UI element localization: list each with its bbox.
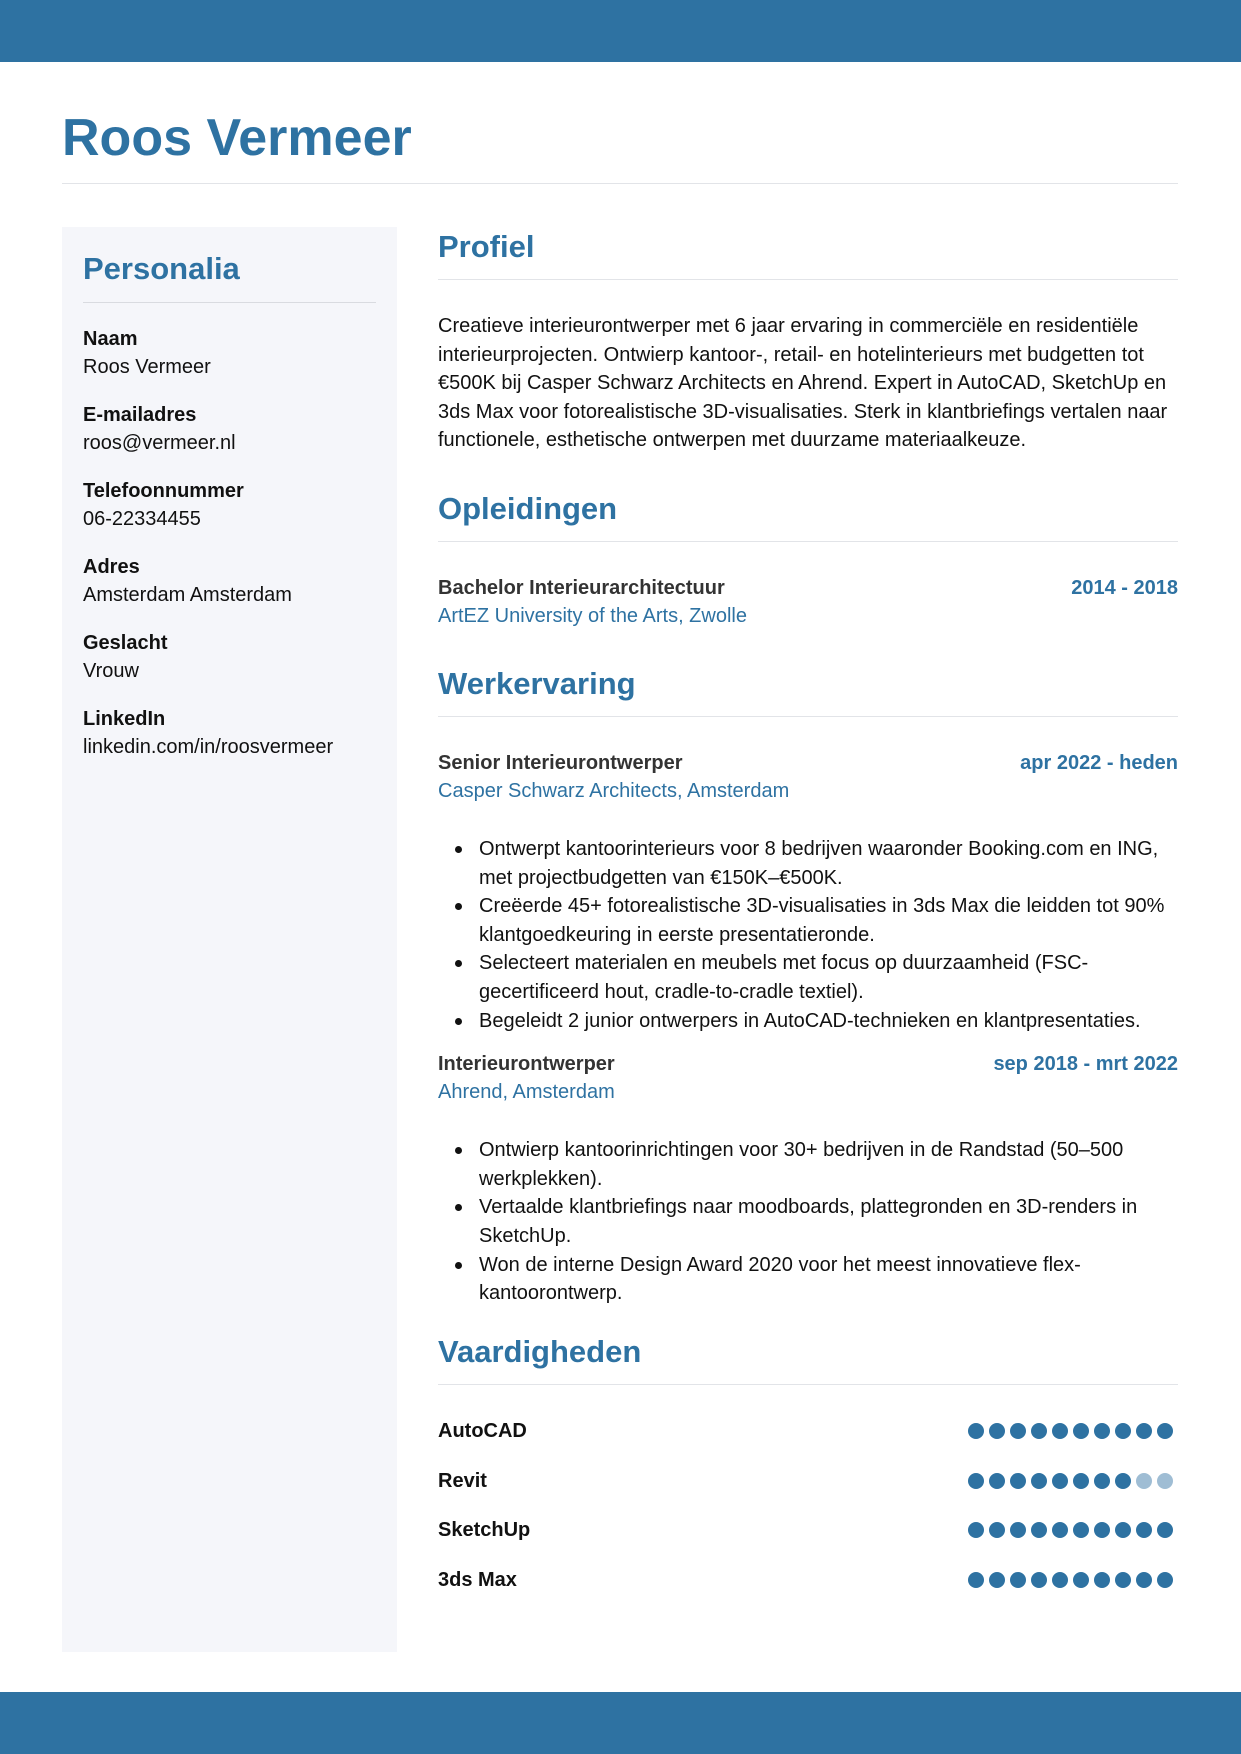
rating-dot-filled bbox=[1073, 1423, 1089, 1439]
sidebar-divider bbox=[83, 302, 376, 303]
field-value: Roos Vermeer bbox=[83, 356, 211, 378]
top-band bbox=[0, 0, 1241, 62]
field-value: linkedin.com/in/roosvermeer bbox=[83, 736, 334, 758]
rating-dot-filled bbox=[1010, 1522, 1026, 1538]
profile-section bbox=[438, 227, 1178, 455]
field-linkedin bbox=[83, 705, 376, 761]
field-value: Vrouw bbox=[83, 660, 139, 682]
rating-dot-filled bbox=[1115, 1522, 1131, 1538]
skill-name: SketchUp bbox=[438, 1519, 531, 1542]
skill-row bbox=[438, 1506, 1178, 1556]
rating-dot-filled bbox=[1031, 1423, 1047, 1439]
rating-dot-filled bbox=[1031, 1473, 1047, 1489]
rating-dot-filled bbox=[1010, 1473, 1026, 1489]
rating-dot-filled bbox=[989, 1473, 1005, 1489]
rating-dot-filled bbox=[1052, 1572, 1068, 1588]
field-gender bbox=[83, 629, 376, 685]
rating-dot-filled bbox=[989, 1522, 1005, 1538]
field-label: Naam bbox=[83, 328, 138, 350]
entry-dates: apr 2022 - heden bbox=[1020, 751, 1178, 774]
rating-dot-filled bbox=[1094, 1572, 1110, 1588]
sidebar-heading: Personalia bbox=[83, 251, 240, 286]
section-divider bbox=[438, 716, 1178, 717]
section-divider bbox=[438, 279, 1178, 280]
field-email bbox=[83, 401, 376, 457]
entry-header bbox=[438, 574, 1178, 602]
title-divider bbox=[62, 183, 1178, 184]
rating-dot-empty bbox=[1157, 1473, 1173, 1489]
rating-dot-filled bbox=[968, 1423, 984, 1439]
rating-dot-filled bbox=[1052, 1473, 1068, 1489]
rating-dot-filled bbox=[1115, 1473, 1131, 1489]
list-item: Won de interne Design Award 2020 voor het meest innovatieve flex-kantoorontwerp. bbox=[479, 1251, 1178, 1308]
list-item: Ontwerpt kantoorinterieurs voor 8 bedrijven waaronder Booking.com en ING, met projectbudgetten van €150K–€500K. bbox=[479, 835, 1178, 892]
list-item: Creëerde 45+ fotorealistische 3D-visualisaties in 3ds Max die leidden tot 90% klantgoedkeuring in eerste presentatieronde. bbox=[479, 892, 1178, 949]
skill-name: 3ds Max bbox=[438, 1568, 517, 1591]
education-entry bbox=[438, 574, 1178, 630]
rating-dot-filled bbox=[1031, 1522, 1047, 1538]
company-name: Casper Schwarz Architects, Amsterdam bbox=[438, 779, 790, 802]
section-heading: Opleidingen bbox=[438, 490, 618, 526]
field-value: 06-22334455 bbox=[83, 508, 201, 530]
field-address bbox=[83, 553, 376, 609]
field-label: Adres bbox=[83, 556, 140, 578]
rating-dot-filled bbox=[1094, 1473, 1110, 1489]
skill-rating bbox=[968, 1522, 1173, 1538]
job-title: Interieurontwerper bbox=[438, 1053, 615, 1076]
rating-dot-filled bbox=[1010, 1423, 1026, 1439]
job-bullets bbox=[479, 835, 1178, 1035]
rating-dot-filled bbox=[968, 1522, 984, 1538]
rating-dot-filled bbox=[1052, 1522, 1068, 1538]
personal-info-sidebar bbox=[62, 227, 397, 1652]
entry-header bbox=[438, 749, 1178, 777]
field-value: roos@vermeer.nl bbox=[83, 432, 236, 454]
rating-dot-filled bbox=[1136, 1423, 1152, 1439]
main-content bbox=[438, 227, 1178, 1639]
skill-row bbox=[438, 1555, 1178, 1605]
job-title: Senior Interieurontwerper bbox=[438, 751, 683, 774]
skill-row bbox=[438, 1456, 1178, 1506]
entry-dates: sep 2018 - mrt 2022 bbox=[993, 1053, 1178, 1076]
rating-dot-filled bbox=[1115, 1572, 1131, 1588]
skill-name: Revit bbox=[438, 1469, 487, 1492]
rating-dot-filled bbox=[1115, 1423, 1131, 1439]
company-name: Ahrend, Amsterdam bbox=[438, 1081, 615, 1104]
rating-dot-filled bbox=[989, 1423, 1005, 1439]
rating-dot-filled bbox=[968, 1572, 984, 1588]
skill-rating bbox=[968, 1473, 1173, 1489]
field-label: Telefoonnummer bbox=[83, 480, 244, 502]
section-divider bbox=[438, 1384, 1178, 1385]
rating-dot-filled bbox=[1136, 1522, 1152, 1538]
field-label: E-mailadres bbox=[83, 404, 197, 426]
rating-dot-filled bbox=[1094, 1522, 1110, 1538]
bottom-band bbox=[0, 1692, 1241, 1754]
section-heading: Vaardigheden bbox=[438, 1333, 642, 1369]
rating-dot-filled bbox=[1073, 1572, 1089, 1588]
experience-section bbox=[438, 664, 1178, 1308]
degree-title: Bachelor Interieurarchitectuur bbox=[438, 576, 725, 599]
entry-dates: 2014 - 2018 bbox=[1071, 576, 1178, 599]
skill-row bbox=[438, 1407, 1178, 1457]
experience-entry bbox=[438, 749, 1178, 1035]
skill-rating bbox=[968, 1423, 1173, 1439]
skills-list bbox=[438, 1407, 1178, 1605]
rating-dot-empty bbox=[1136, 1473, 1152, 1489]
skill-rating bbox=[968, 1572, 1173, 1588]
field-label: Geslacht bbox=[83, 632, 168, 654]
list-item: Vertaalde klantbriefings naar moodboards, plattegronden en 3D-renders in SketchUp. bbox=[479, 1193, 1178, 1250]
entry-header bbox=[438, 1050, 1178, 1078]
skills-section bbox=[438, 1332, 1178, 1605]
rating-dot-filled bbox=[1094, 1423, 1110, 1439]
list-item: Begeleidt 2 junior ontwerpers in AutoCAD-technieken en klantpresentaties. bbox=[479, 1007, 1178, 1036]
field-name bbox=[83, 325, 376, 381]
rating-dot-filled bbox=[1073, 1522, 1089, 1538]
job-bullets bbox=[479, 1136, 1178, 1308]
profile-text: Creatieve interieurontwerper met 6 jaar ervaring in commerciële en residentiële interieurprojecten. Ontwierp kantoor-, retail- en hotelinterieurs met budgetten tot €500K bij Casper Schwarz Architects en Ahrend. Expert in AutoCAD, SketchUp en 3ds Max voor fotorealistische 3D-visualisaties. Sterk in klantbriefings vertalen naar functionele, esthetische ontwerpen met duurzame materiaalkeuze. bbox=[438, 315, 1168, 452]
rating-dot-filled bbox=[1136, 1572, 1152, 1588]
field-value: Amsterdam Amsterdam bbox=[83, 584, 292, 606]
field-phone bbox=[83, 477, 376, 533]
field-label: LinkedIn bbox=[83, 708, 166, 730]
rating-dot-filled bbox=[968, 1473, 984, 1489]
rating-dot-filled bbox=[1073, 1473, 1089, 1489]
rating-dot-filled bbox=[1031, 1572, 1047, 1588]
rating-dot-filled bbox=[1157, 1522, 1173, 1538]
education-section bbox=[438, 489, 1178, 630]
section-heading: Werkervaring bbox=[438, 665, 636, 701]
rating-dot-filled bbox=[989, 1572, 1005, 1588]
rating-dot-filled bbox=[1157, 1423, 1173, 1439]
section-heading: Profiel bbox=[438, 229, 535, 264]
section-divider bbox=[438, 541, 1178, 542]
rating-dot-filled bbox=[1010, 1572, 1026, 1588]
experience-entry bbox=[438, 1050, 1178, 1308]
rating-dot-filled bbox=[1157, 1572, 1173, 1588]
skill-name: AutoCAD bbox=[438, 1420, 527, 1443]
page-title: Roos Vermeer bbox=[62, 109, 412, 167]
list-item: Selecteert materialen en meubels met focus op duurzaamheid (FSC-gecertificeerd hout, cradle-to-cradle textiel). bbox=[479, 949, 1178, 1006]
rating-dot-filled bbox=[1052, 1423, 1068, 1439]
list-item: Ontwierp kantoorinrichtingen voor 30+ bedrijven in de Randstad (50–500 werkplekken). bbox=[479, 1136, 1178, 1193]
school-name: ArtEZ University of the Arts, Zwolle bbox=[438, 604, 747, 627]
